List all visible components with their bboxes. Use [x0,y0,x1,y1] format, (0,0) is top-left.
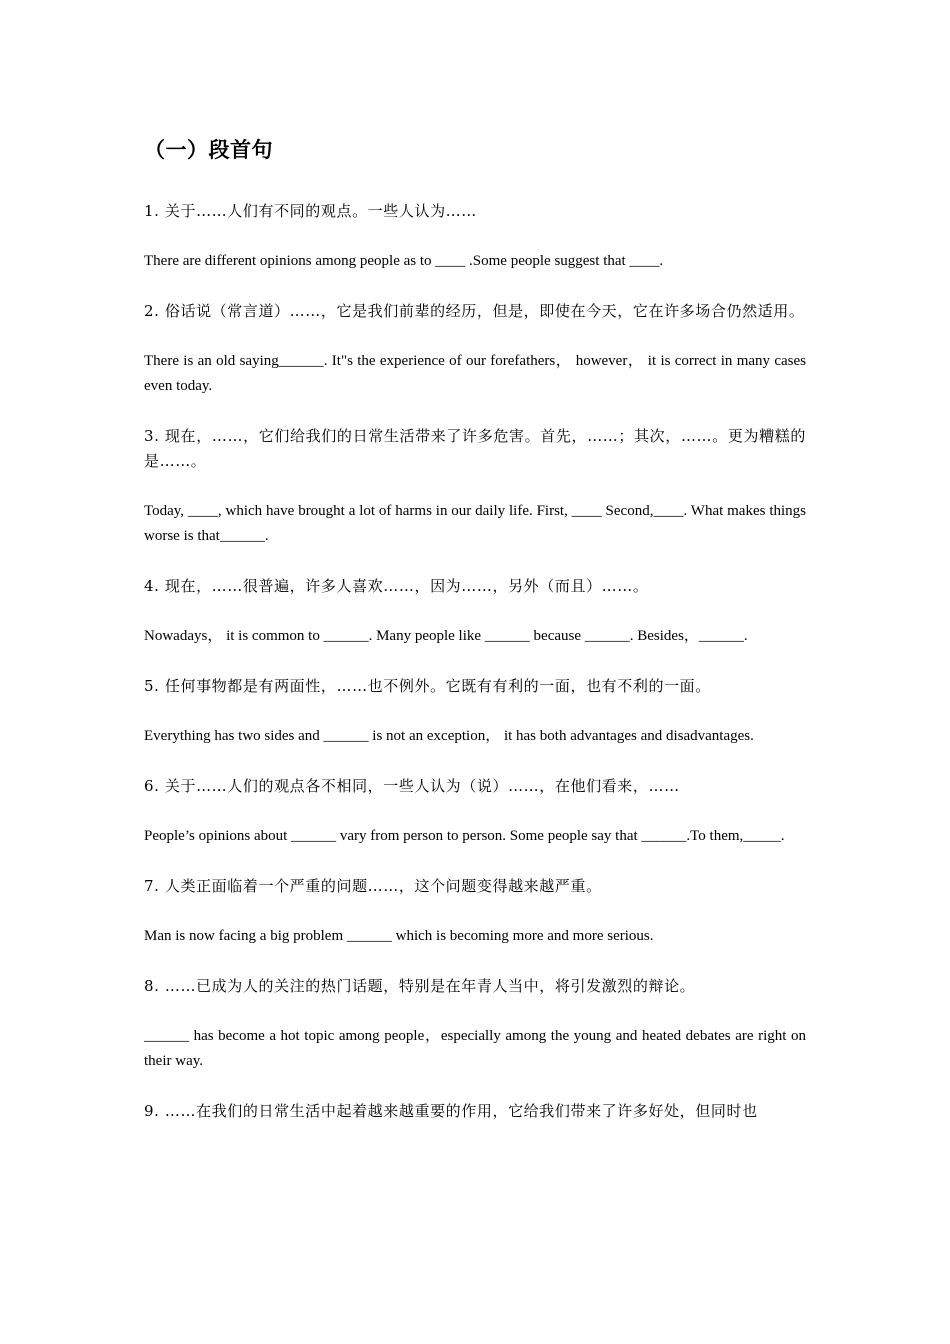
item-7-chinese: 7. 人类正面临着一个严重的问题……，这个问题变得越来越严重。 [144,877,602,895]
item-2-english: There is an old saying______. It"s the experience of our forefathers， however， it is correct in many cases even today. [144,353,806,394]
section-title: （一）段首句 [144,138,273,162]
document-page [144,134,806,1124]
item-4-chinese: 4. 现在，……很普遍，许多人喜欢……，因为……，另外（而且）……。 [144,577,649,595]
item-6-english: People’s opinions about ______ vary from person to person. Some people say that ______.To them,_____. [144,828,785,844]
item-1-chinese: 1. 关于……人们有不同的观点。一些人认为…… [144,202,477,220]
item-4-english: Nowadays， it is common to ______. Many people like ______ because ______. Besides，______. [144,628,748,644]
item-8-english: ______ has become a hot topic among people，especially among the young and heated debates are right on their way. [144,1028,806,1069]
item-2-chinese: 2. 俗话说（常言道）……，它是我们前辈的经历，但是，即使在今天，它在许多场合仍然适用。 [144,302,805,320]
item-7-english: Man is now facing a big problem ______ which is becoming more and more serious. [144,928,654,944]
item-3-chinese: 3. 现在，……，它们给我们的日常生活带来了许多危害。首先，……；其次，……。更为糟糕的是……。 [144,427,806,470]
item-5-chinese: 5. 任何事物都是有两面性，……也不例外。它既有有利的一面，也有不利的一面。 [144,677,711,695]
item-5-english: Everything has two sides and ______ is not an exception， it has both advantages and disadvantages. [144,728,754,744]
item-8-chinese: 8. ……已成为人的关注的热门话题，特别是在年青人当中，将引发激烈的辩论。 [144,977,696,995]
item-3-english: Today, ____, which have brought a lot of harms in our daily life. First, ____ Second,____. What makes things worse is that______. [144,503,806,544]
item-9-chinese: 9. ……在我们的日常生活中起着越来越重要的作用，它给我们带来了许多好处，但同时也 [144,1102,758,1120]
item-1-english: There are different opinions among people as to ____ .Some people suggest that ____. [144,253,664,269]
item-6-chinese: 6. 关于……人们的观点各不相同，一些人认为（说）……，在他们看来，…… [144,777,680,795]
